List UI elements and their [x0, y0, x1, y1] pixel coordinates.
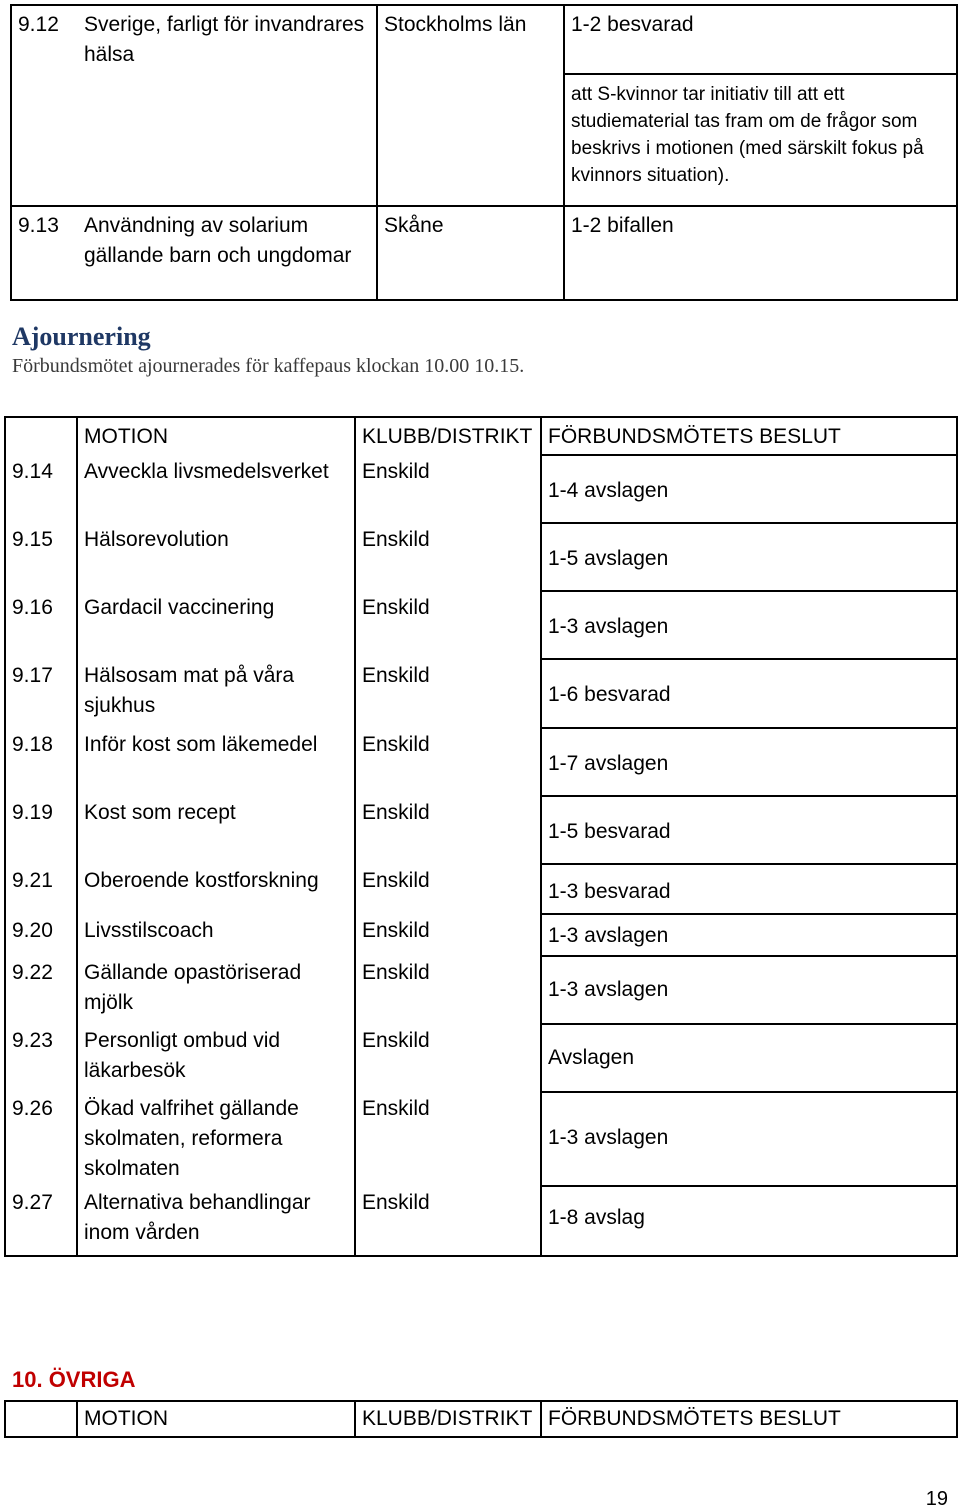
district: Enskild — [362, 664, 430, 687]
district: Enskild — [362, 869, 430, 892]
motion-number: 9.18 — [12, 733, 53, 756]
table-row — [5, 591, 957, 659]
header-decision: FÖRBUNDSMÖTETS BESLUT — [548, 1407, 841, 1430]
header-motion: MOTION — [84, 425, 168, 448]
district: Enskild — [362, 1097, 430, 1120]
header-decision-cell — [541, 417, 957, 455]
district: Enskild — [362, 1029, 430, 1052]
decision: Avslagen — [548, 1046, 635, 1069]
decision: 1-3 avslagen — [548, 978, 669, 1001]
table-row — [5, 523, 957, 591]
decision: 1-2 besvarad — [571, 13, 694, 36]
motion-title: Avveckla livsmedelsverket — [84, 460, 329, 483]
table-row — [5, 455, 957, 523]
header-district-cell — [355, 1401, 541, 1437]
header-motion-cell — [77, 417, 355, 455]
table-row — [5, 864, 957, 914]
motion-number: 9.19 — [12, 801, 53, 824]
decision-cell — [564, 206, 957, 300]
motion-number: 9.14 — [12, 460, 53, 483]
motion-number: 9.23 — [12, 1029, 53, 1052]
district: Enskild — [362, 961, 430, 984]
motion-title: Hälsorevolution — [84, 528, 229, 551]
district-cell — [377, 5, 564, 74]
decision: 1-5 besvarad — [548, 820, 671, 843]
district-cell — [377, 206, 564, 300]
motion-title: Ökad valfrihet gällande skolmaten, reformera skolmaten — [84, 1097, 299, 1180]
motion-title: Hälsosam mat på våra sjukhus — [84, 664, 295, 717]
table-row — [5, 956, 957, 1024]
district: Enskild — [362, 733, 430, 756]
motion-number: 9.15 — [12, 528, 53, 551]
motion-number: 9.22 — [12, 961, 53, 984]
table-row — [5, 1092, 957, 1186]
motion-title: Alternativa behandlingar inom vården — [84, 1191, 311, 1244]
district: Skåne — [384, 214, 444, 237]
header-number-cell — [5, 1401, 77, 1437]
decision: 1-3 avslagen — [548, 924, 669, 947]
top-motions-table — [10, 4, 958, 301]
motion-number: 9.16 — [12, 596, 53, 619]
decision-cell — [564, 5, 957, 74]
header-number-cell — [5, 417, 77, 455]
district: Enskild — [362, 1191, 430, 1214]
table-row — [5, 914, 957, 956]
motion-title: Inför kost som läkemedel — [84, 733, 318, 756]
district: Enskild — [362, 919, 430, 942]
table-header-row — [5, 1401, 957, 1437]
motion-title: Oberoende kostforskning — [84, 869, 319, 892]
decision: 1-3 besvarad — [548, 880, 671, 903]
district: Enskild — [362, 460, 430, 483]
header-motion-cell — [77, 1401, 355, 1437]
motion-cell — [11, 5, 377, 74]
motion-number: 9.26 — [12, 1097, 53, 1120]
section-heading: 10. ÖVRIGA — [12, 1367, 136, 1392]
decision: 1-3 avslagen — [548, 615, 669, 638]
motion-title: Sverige, farligt för invandrares hälsa — [84, 13, 365, 66]
motion-title: Gardacil vaccinering — [84, 596, 275, 619]
decision: 1-8 avslag — [548, 1206, 645, 1229]
note-cell — [564, 74, 957, 206]
header-district: KLUBB/DISTRIKT — [362, 1407, 533, 1430]
table-row — [5, 1024, 957, 1092]
district: Enskild — [362, 801, 430, 824]
motion-cell — [11, 206, 377, 300]
table-row — [5, 1186, 957, 1256]
decision: 1-3 avslagen — [548, 1126, 669, 1149]
motion-title: Personligt ombud vid läkarbesök — [84, 1029, 281, 1082]
motion-number: 9.17 — [12, 664, 53, 687]
header-decision: FÖRBUNDSMÖTETS BESLUT — [548, 425, 841, 448]
motion-number: 9.21 — [12, 869, 53, 892]
decision: 1-2 bifallen — [571, 214, 674, 237]
motion-title: Gällande opastöriserad mjölk — [84, 961, 302, 1014]
header-district-cell — [355, 417, 541, 455]
motion-title: Användning av solarium gällande barn och ungdomar — [84, 214, 352, 267]
header-decision-cell — [541, 1401, 957, 1437]
motion-number: 9.27 — [12, 1191, 53, 1214]
decision: 1-6 besvarad — [548, 683, 671, 706]
decision: 1-5 avslagen — [548, 547, 669, 570]
district: Enskild — [362, 596, 430, 619]
decision: 1-4 avslagen — [548, 479, 669, 502]
motion-number: 9.13 — [18, 214, 59, 237]
motion-title: Livsstilscoach — [84, 919, 214, 942]
header-district: KLUBB/DISTRIKT — [362, 425, 533, 448]
adjournment-heading: Ajournering — [12, 322, 151, 351]
table-row — [5, 796, 957, 864]
district-cell-continued — [377, 74, 564, 206]
table-header-row — [5, 417, 957, 455]
motions-table — [4, 416, 958, 1257]
motion-cell-continued — [11, 74, 377, 206]
page-number: 19 — [925, 1488, 948, 1510]
decision: 1-7 avslagen — [548, 752, 669, 775]
motion-number: 9.20 — [12, 919, 53, 942]
district: Stockholms län — [384, 13, 527, 36]
table-row — [5, 659, 957, 728]
table-row — [5, 728, 957, 796]
header-motion: MOTION — [84, 1407, 168, 1430]
section-10-table — [4, 1400, 958, 1438]
adjournment-text: Förbundsmötet ajournerades för kaffepaus klockan 10.00 10.15. — [12, 355, 525, 377]
district: Enskild — [362, 528, 430, 551]
decision-note: att S-kvinnor tar initiativ till att ett studiematerial tas fram om de frågor som beskrivs i motionen (med särskilt fokus på kvinnors situation). — [571, 84, 924, 186]
motion-title: Kost som recept — [84, 801, 236, 824]
motion-number: 9.12 — [18, 13, 59, 36]
